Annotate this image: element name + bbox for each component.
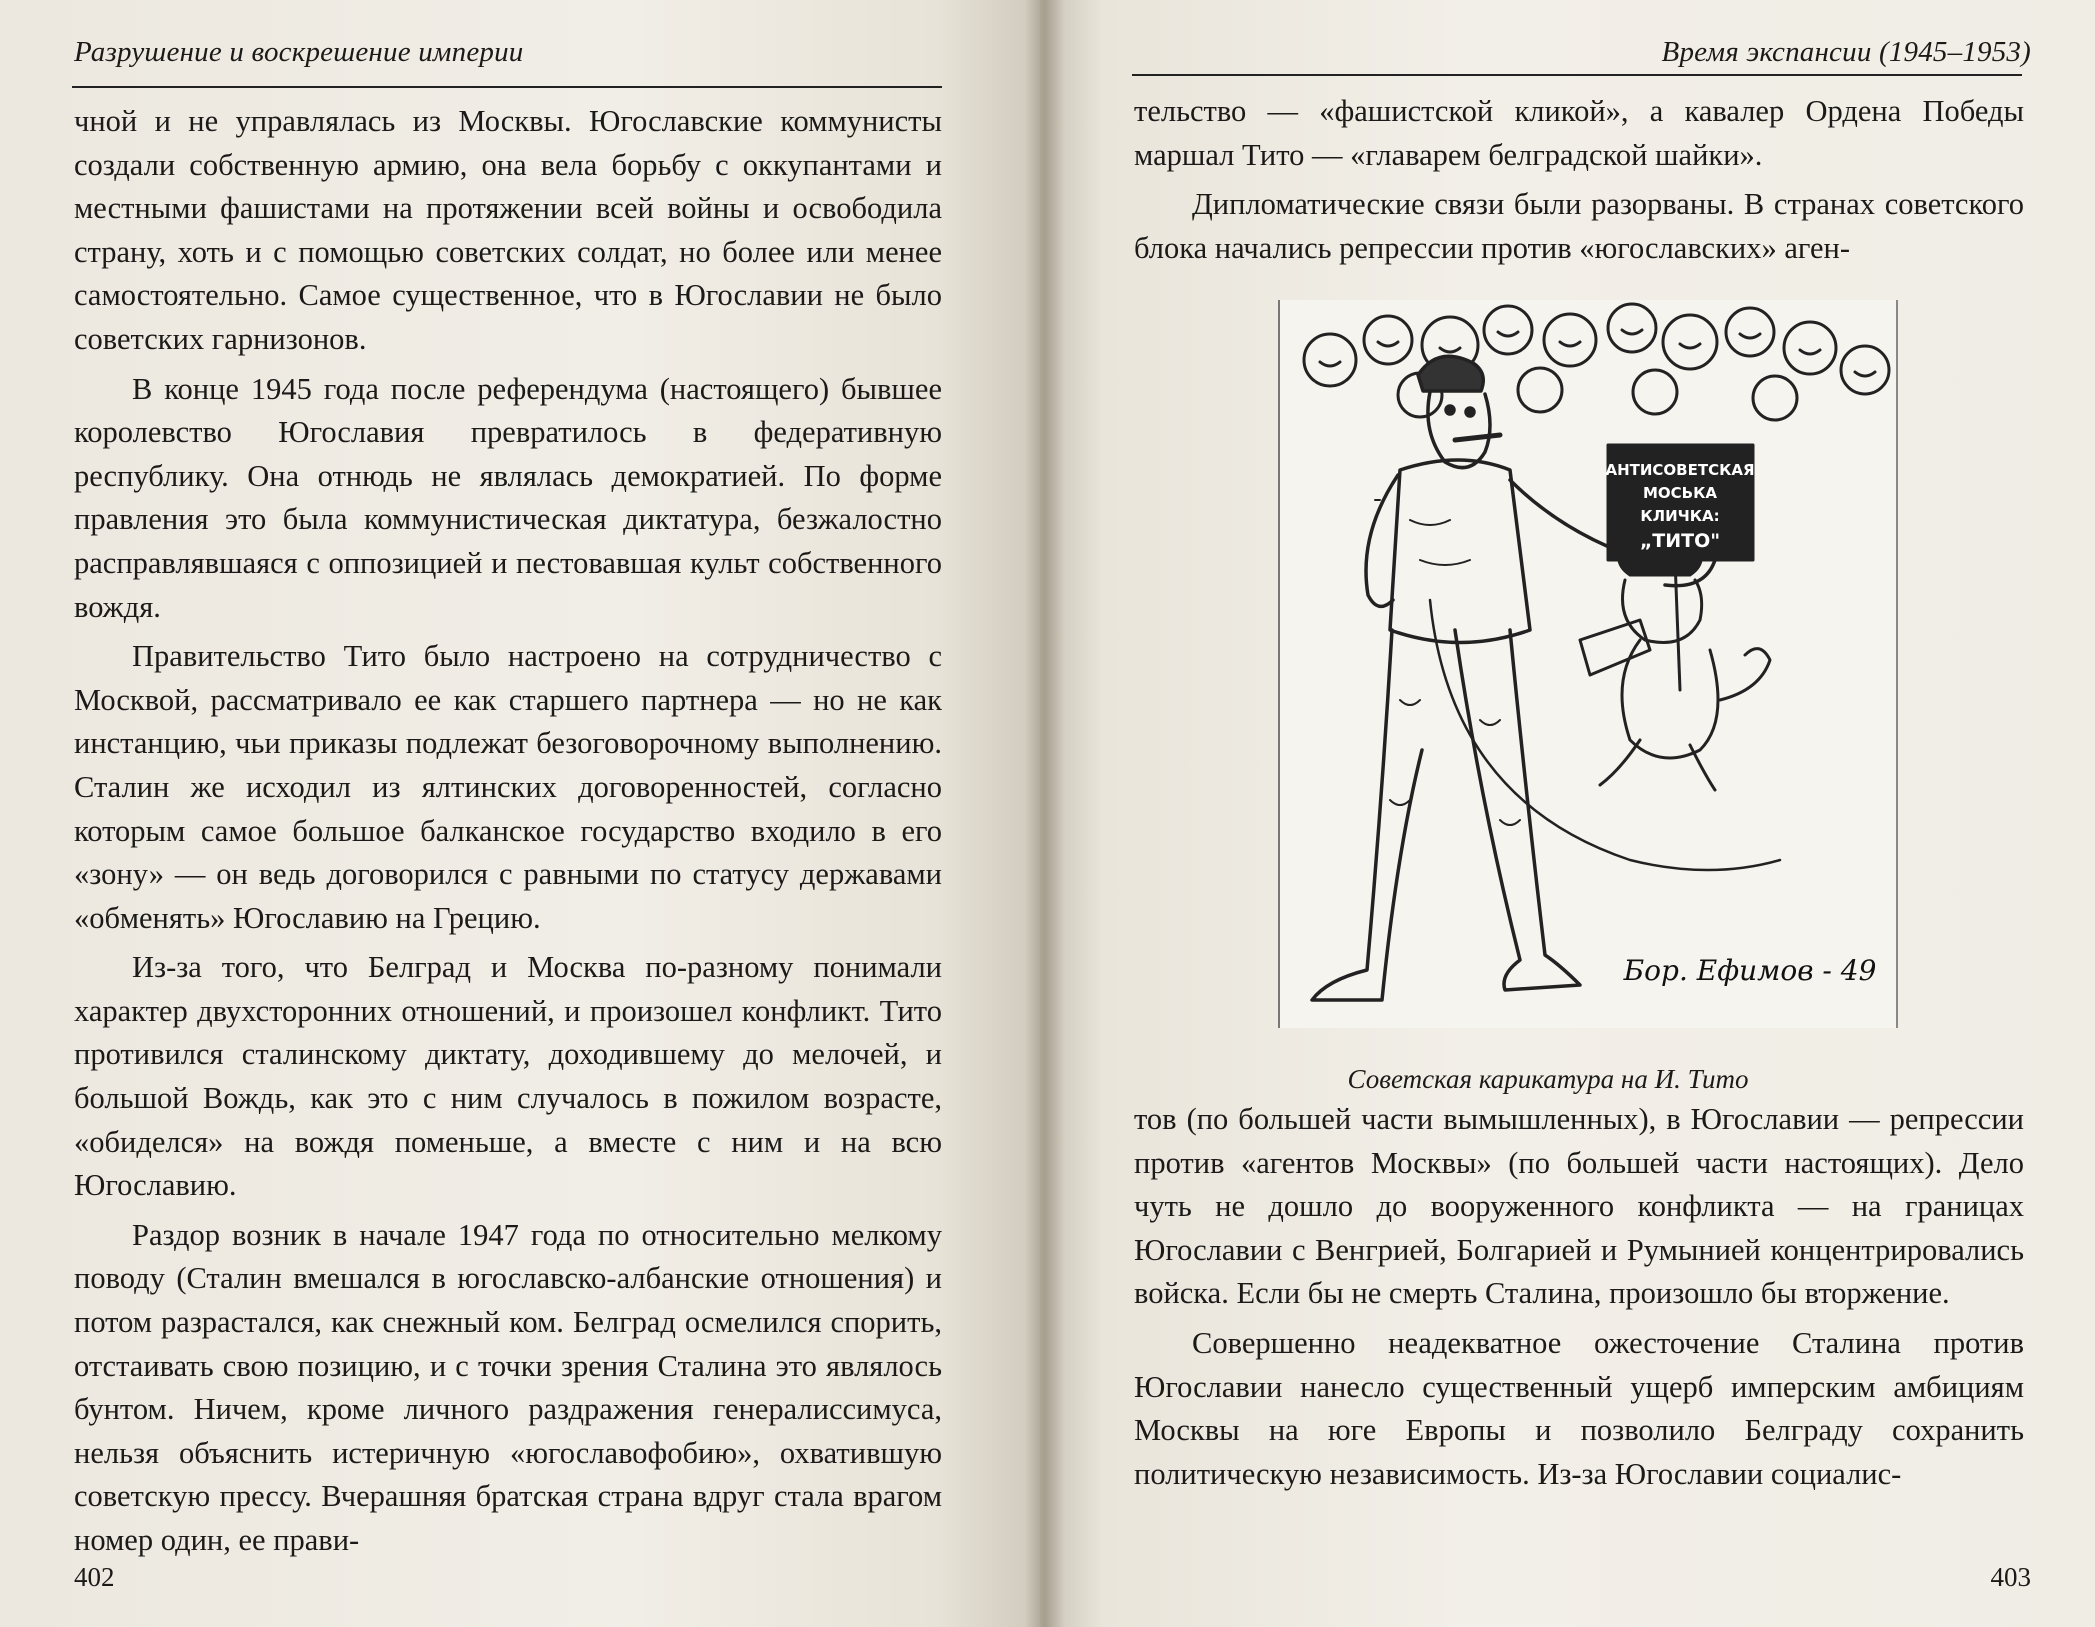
paragraph: тельство — «фашистской кликой», а кавалер Ордена Победы маршал Тито — «главарем белградской шайки».	[1134, 94, 2024, 172]
right-header-rule	[1132, 74, 2022, 76]
paragraph: Раздор возник в начале 1947 года по относительно мелкому поводу (Сталин вмешался в югославско-албанские отношения) и потом разрастался, как снежный ком. Белград осмелился спорить, отстаивать свою позицию, и с точки зрения Сталина это являлось бунтом. Ничем, кроме личного раздражения генералиссимуса, нельзя объяснить истеричную «югославофобию», охватившую советскую прессу. Вчерашняя братская страна вдруг стала врагом номер один, ее прави-	[74, 1217, 942, 1557]
svg-text:КЛИЧКА:: КЛИЧКА:	[1640, 507, 1720, 525]
right-body-text-top	[1134, 90, 2024, 270]
paragraph: В конце 1945 года после референдума (настоящего) бывшее королевство Югославия превратилось в федеративную республику. Она отнюдь не являлась демократией. По форме правления это была коммунистическая диктатура, безжалостно расправлявшаяся с оппозицией и пестовавшая культ собственного вождя.	[74, 371, 942, 624]
svg-text:АНТИСОВЕТСКАЯ: АНТИСОВЕТСКАЯ	[1605, 461, 1755, 479]
cartoon-signature: Бор. Ефимов - 49	[1623, 954, 1877, 987]
cartoon-figure	[1278, 300, 1898, 1028]
book-gutter	[1025, 0, 1065, 1627]
right-body-text-bottom	[1134, 1098, 2024, 1496]
cartoon-illustration	[1280, 300, 1900, 1028]
svg-text:„ТИТО": „ТИТО"	[1639, 530, 1721, 552]
paragraph: чной и не управлялась из Москвы. Югославские коммунисты создали собственную армию, она вела борьбу с оккупантами и местными фашистами на протяжении всей войны и освободила страну, хоть и с помощью советских солдат, но более или менее самостоятельно. Самое существенное, что в Югославии не было советских гарнизонов.	[74, 104, 942, 356]
left-page	[0, 0, 1040, 1627]
paragraph: Из-за того, что Белград и Москва по-разному понимали характер двухсторонних отношений, и произошел конфликт. Тито противился сталинскому диктату, доходившему до мелочей, и большой Вождь, как это с ним случалось в пожилом возрасте, «обиделся» на вождя поменьше, а вместе с ним и на всю Югославию.	[74, 950, 942, 1203]
left-body-text	[74, 100, 942, 1563]
right-running-head: Время экспансии (1945–1953)	[1661, 36, 2031, 68]
paragraph: тов (по большей части вымышленных), в Югославии — репрессии против «агентов Москвы» (по большей части настоящих). Дело чуть не дошло до вооруженного конфликта — на границах Югославии с Венгрией, Болгарией и Румынией концентрировались войска. Если бы не смерть Сталина, произошло бы вторжение.	[1134, 1102, 2024, 1311]
left-running-head: Разрушение и воскрешение империи	[74, 36, 524, 68]
paragraph: Совершенно неадекватное ожесточение Сталина против Югославии нанесло существенный ущерб имперским амбициям Москвы на юге Европы и позволило Белграду сохранить политическую независимость. Из-за Югославии социалис-	[1134, 1325, 2024, 1491]
svg-text:МОСЬКА: МОСЬКА	[1643, 484, 1717, 502]
crowd-faces	[1304, 304, 1889, 420]
paragraph: Дипломатические связи были разорваны. В странах советского блока начались репрессии против «югославских» аген-	[1134, 187, 2024, 265]
paragraph: Правительство Тито было настроено на сотрудничество с Москвой, рассматривало ее как старшего партнера — но не как инстанцию, чьи приказы подлежат безоговорочному выполнению. Сталин же исходил из ялтинских договоренностей, согласно которым самое большое балканское государство входило в его «зону» — он ведь договорился с равными по статусу державами «обменять» Югославию на Грецию.	[74, 639, 942, 935]
right-page-number: 403	[1990, 1562, 2031, 1592]
left-page-number: 402	[74, 1562, 115, 1592]
left-header-rule	[72, 86, 942, 88]
figure-caption: Советская карикатура на И. Тито	[1347, 1064, 1749, 1094]
